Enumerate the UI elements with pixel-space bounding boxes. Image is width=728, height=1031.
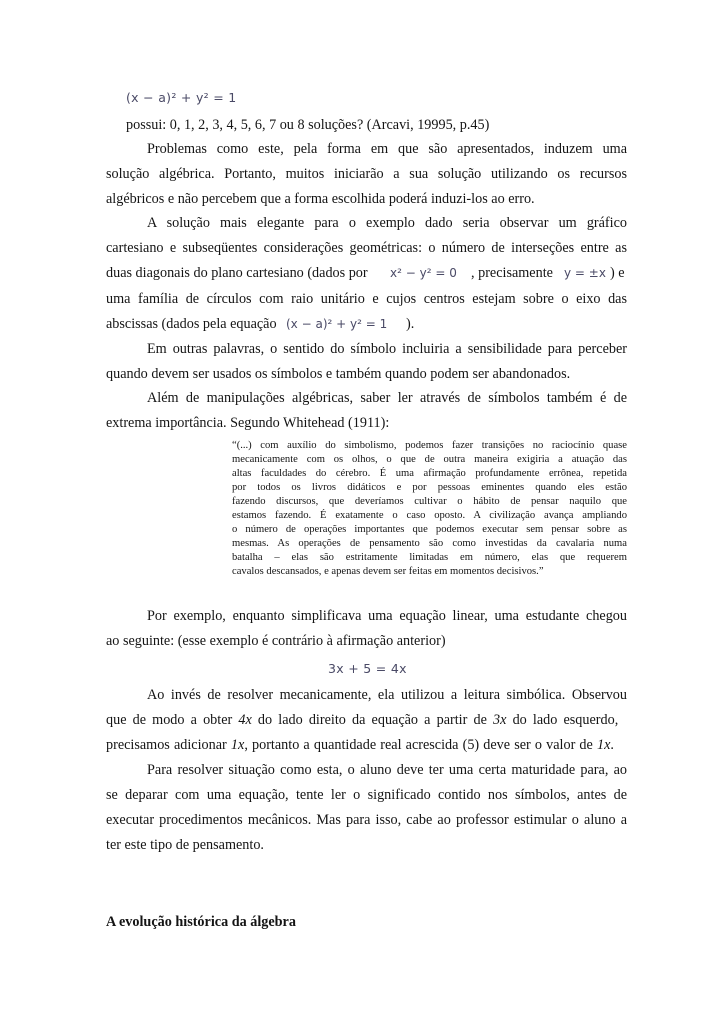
math-circle-equation: (x − a)² + y² = 1: [286, 317, 388, 331]
text-segment: .: [610, 737, 614, 753]
section-heading: A evolução histórica da álgebra: [106, 914, 296, 930]
quote-line: fazendo discursos, que deveríamos cultivar o hábito de pensar naquilo que: [232, 496, 627, 507]
paragraph-2-line-2: cartesiano e subseqüentes considerações geométricas: o número de interseções entre as: [106, 240, 627, 256]
quote-line: altas faculdades do cérebro. É uma afirmação profundamente errônea, repetida: [232, 468, 627, 479]
text-segment: que de modo a obter: [106, 712, 239, 728]
formula-circle: (x − a)² + y² = 1: [126, 90, 237, 105]
text-segment: abscissas (dados pela equação: [106, 316, 277, 332]
math-term: 4x: [238, 712, 252, 728]
quote-line: cavalos descansados, e apenas devem ser feitas em momentos decisivos.”: [232, 566, 544, 577]
text-segment: do lado direito da equação a partir de: [251, 712, 494, 728]
paragraph-2-line-5: [106, 315, 627, 333]
math-y-pm-x: y = ±x: [564, 266, 606, 280]
paragraph-2-line-1: A solução mais elegante para o exemplo dado seria observar um gráfico: [147, 215, 627, 231]
math-diagonals: x² − y² = 0: [390, 266, 457, 280]
paragraph-6-line-2: [106, 711, 627, 729]
equation-display: 3x + 5 = 4x: [328, 661, 407, 676]
quote-line: mesmas. As operações de pensamento são como investidas da cavalaria numa: [232, 538, 627, 549]
question-line: possui: 0, 1, 2, 3, 4, 5, 6, 7 ou 8 soluções? (Arcavi, 19995, p.45): [126, 117, 490, 133]
paragraph-6-line-3: [106, 736, 627, 754]
text-segment: , portanto a quantidade real acrescida (5) deve ser o valor de: [244, 737, 597, 753]
paragraph-7-line-2: se deparar com uma equação, tente ler o significado contido nos símbolos, antes de: [106, 787, 627, 803]
paragraph-6-line-1: Ao invés de resolver mecanicamente, ela utilizou a leitura simbólica. Observou: [147, 687, 627, 703]
text-segment: ).: [406, 316, 415, 332]
paragraph-4-line-1: Além de manipulações algébricas, saber ler através de símbolos também é de: [147, 390, 627, 406]
paragraph-1-line-1: Problemas como este, pela forma em que são apresentados, induzem uma: [147, 141, 627, 157]
paragraph-5-line-1: Por exemplo, enquanto simplificava uma equação linear, uma estudante chegou: [147, 608, 627, 624]
paragraph-5-line-2: ao seguinte: (esse exemplo é contrário à afirmação anterior): [106, 633, 446, 649]
paragraph-7-line-4: ter este tipo de pensamento.: [106, 837, 264, 853]
quote-line: batalha – elas são estritamente limitadas em número, elas que requerem: [232, 552, 627, 563]
paragraph-2-line-4: uma família de círculos com raio unitário e cujos centros estejam sobre o eixo das: [106, 291, 627, 307]
paragraph-1-line-2: solução algébrica. Portanto, muitos iniciarão a sua solução utilizando os recursos: [106, 166, 627, 182]
math-term: 1x: [230, 737, 245, 753]
paragraph-3-line-2: quando devem ser usados os símbolos e também quando podem ser abandonados.: [106, 366, 571, 382]
text-segment: do lado esquerdo,: [506, 712, 619, 728]
paragraph-1-line-3: algébricos e não percebem que a forma escolhida poderá induzi-los ao erro.: [106, 191, 535, 207]
paragraph-3-line-1: Em outras palavras, o sentido do símbolo incluiria a sensibilidade para perceber: [147, 341, 627, 357]
text-segment: , precisamente: [471, 265, 553, 281]
quote-line: o número de operações importantes que podemos executar sem pensar sobre as: [232, 524, 627, 535]
paragraph-4-line-2: extrema importância. Segundo Whitehead (1911):: [106, 415, 390, 431]
paragraph-7-line-1: Para resolver situação como esta, o aluno deve ter uma certa maturidade para, ao: [147, 762, 627, 778]
quote-line: mecanicamente com os olhos, o que de outra maneira exigiria a atuação das: [232, 454, 627, 465]
quote-line: estamos fazendo. É exatamente o caso oposto. A civilização avança ampliando: [232, 510, 627, 521]
math-term: 1x: [596, 737, 611, 753]
text-segment: duas diagonais do plano cartesiano (dados por: [106, 265, 368, 281]
quote-line: por todos os livros didáticos e por pessoas eminentes quando eles estão: [232, 482, 627, 493]
text-segment: ) e: [610, 265, 625, 281]
paragraph-2-line-3: [106, 264, 627, 282]
quote-line: “(...) com auxílio do simbolismo, podemos fazer transições no raciocínio quase: [232, 440, 627, 451]
paragraph-7-line-3: executar procedimentos mecânicos. Mas para isso, cabe ao professor estimular o aluno a: [106, 812, 627, 828]
math-term: 3x: [493, 712, 507, 728]
text-segment: precisamos adicionar: [106, 737, 231, 753]
